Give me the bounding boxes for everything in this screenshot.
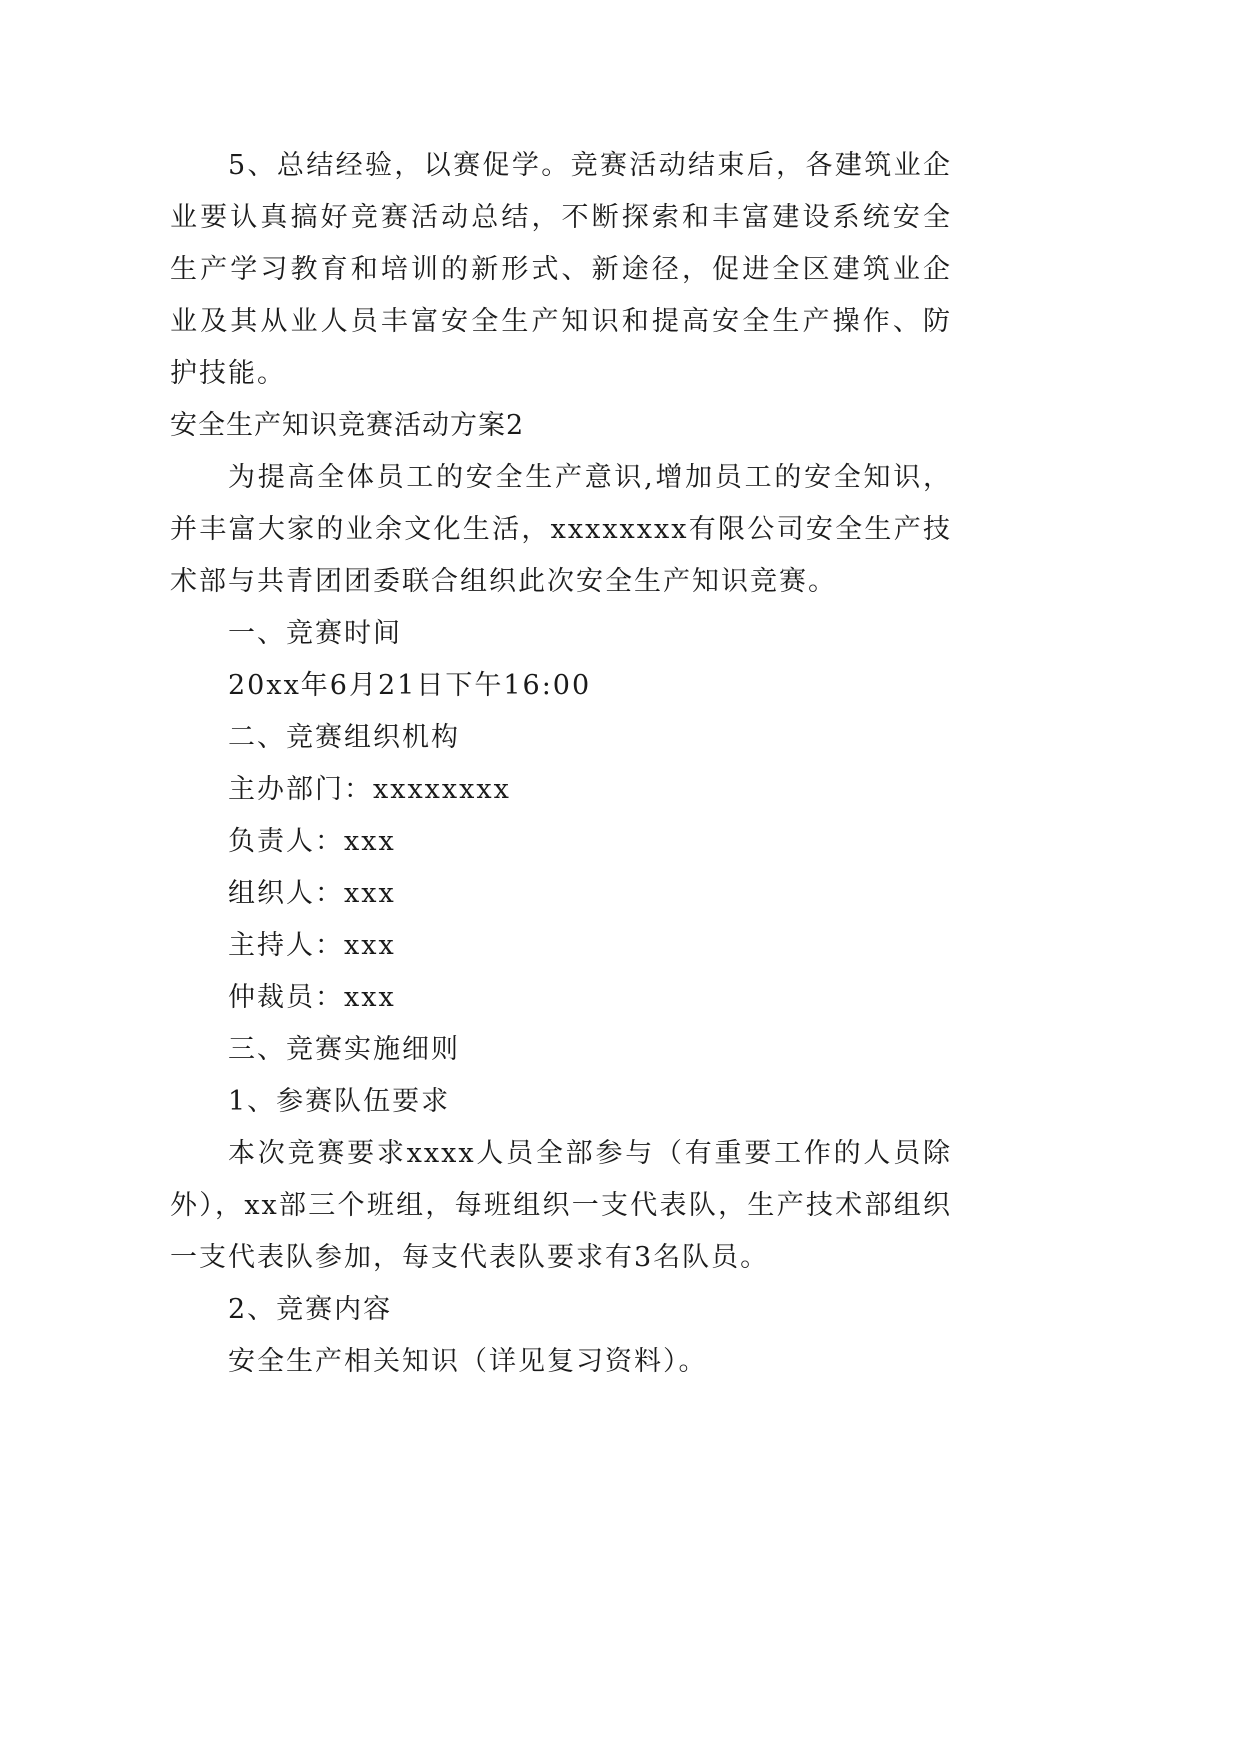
arbiter-line: 仲裁员：xxx (228, 982, 396, 1013)
section-heading-organization: 二、竞赛组织机构 (228, 722, 460, 753)
paragraph-summary: 5、总结经验，以赛促学。竞赛活动结束后，各建筑业企业要认真搞好竞赛活动总结，不断探索和丰富建设系统安全生产学习教育和培训的新形式、新途径，促进全区建筑业企业及其从业人员丰富安全生产知识和提高安全生产操作、防护技能。 (170, 150, 952, 389)
content-description: 安全生产相关知识（详见复习资料）。 (228, 1346, 708, 1377)
coordinator-line: 组织人：xxx (228, 878, 396, 909)
competition-time: 20xx年6月21日下午16:00 (228, 670, 592, 701)
organizer-line: 主办部门：xxxxxxxx (228, 774, 511, 805)
document-body (170, 140, 952, 1388)
section-heading-time: 一、竞赛时间 (228, 618, 402, 649)
section-heading-rules: 三、竞赛实施细则 (228, 1034, 460, 1065)
leader-line: 负责人：xxx (228, 826, 396, 857)
paragraph-intro: 为提高全体员工的安全生产意识,增加员工的安全知识，并丰富大家的业余文化生活，xxxxxxxx有限公司安全生产技术部与共青团团委联合组织此次安全生产知识竞赛。 (170, 462, 952, 597)
paragraph-team-requirements: 本次竞赛要求xxxx人员全部参与（有重要工作的人员除外），xx部三个班组，每班组织一支代表队，生产技术部组织一支代表队参加，每支代表队要求有3名队员。 (170, 1138, 952, 1273)
document-title: 安全生产知识竞赛活动方案2 (170, 410, 525, 441)
subheading-team-requirements: 1、参赛队伍要求 (228, 1086, 451, 1117)
host-line: 主持人：xxx (228, 930, 396, 961)
subheading-content: 2、竞赛内容 (228, 1294, 393, 1325)
